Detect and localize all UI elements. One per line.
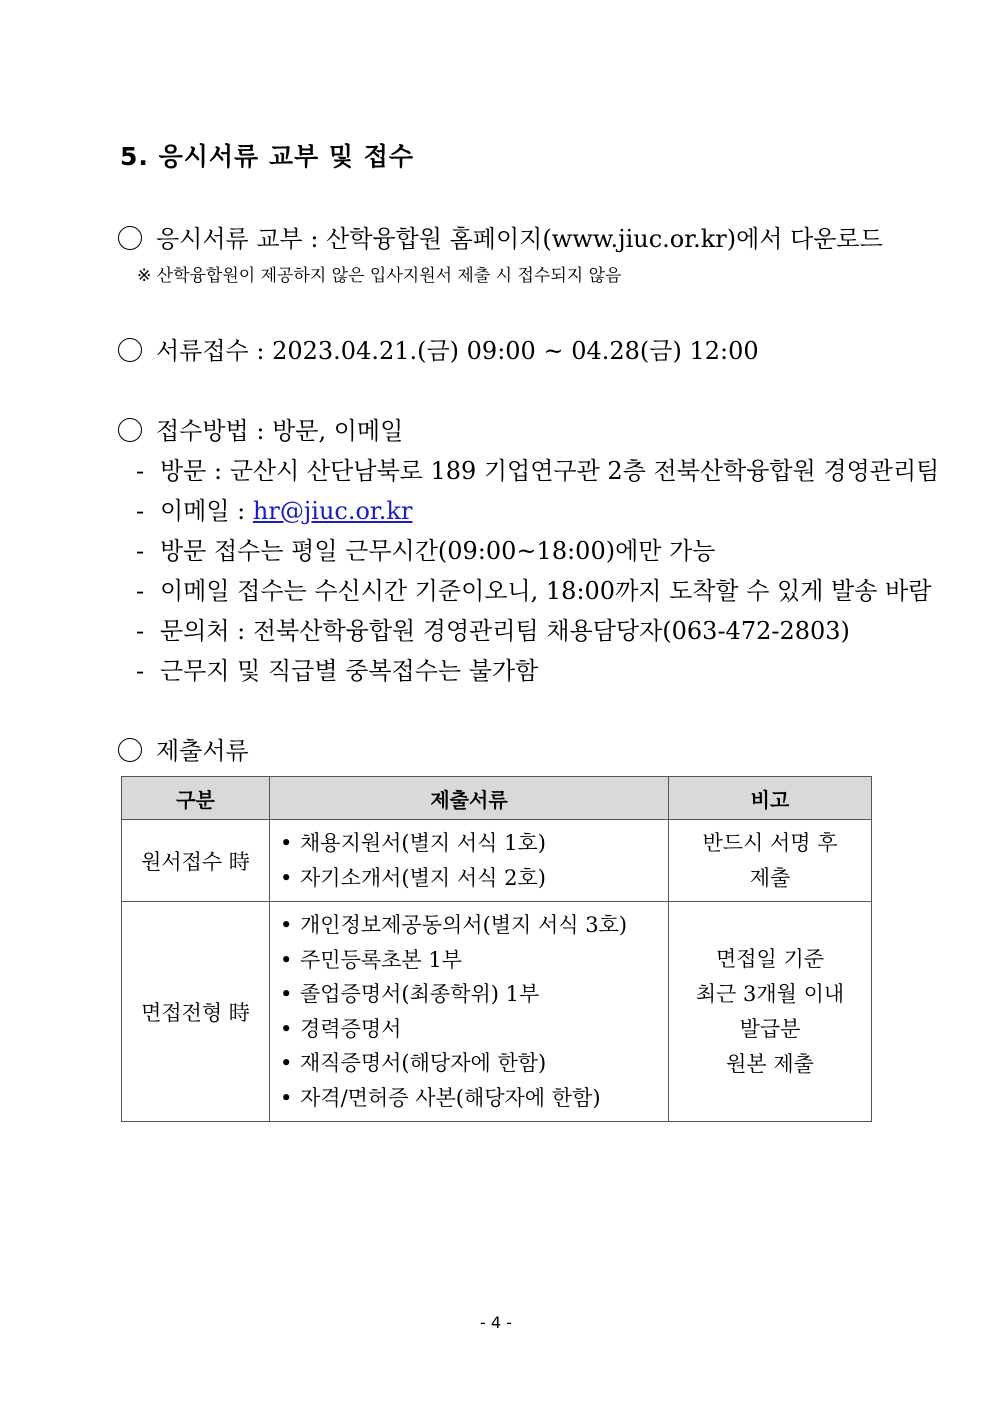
list-item: • 주민등록초본 1부 [280,943,658,978]
list-item: • 자기소개서(별지 서식 2호) [280,861,658,896]
submission-method-text: 접수방법 : 방문, 이메일 [156,417,404,445]
duplicate-item: - 근무지 및 직급별 중복접수는 불가함 [136,657,539,685]
email-link[interactable]: hr@jiuc.or.kr [252,497,413,525]
dash-bullet-icon: - [136,537,145,565]
list-item: • 경력증명서 [280,1012,658,1047]
header-category: 구분 [122,777,270,820]
list-item: • 자격/면허증 사본(해당자에 한함) [280,1081,658,1116]
bullet-dot-icon: • [280,913,293,937]
visit-hours-item: - 방문 접수는 평일 근무시간(09:00~18:00)에만 가능 [136,537,716,565]
list-item: • 개인정보제공동의서(별지 서식 3호) [280,908,658,943]
page-number: - 4 - [480,1313,512,1332]
row-items [270,902,669,1122]
circle-bullet-icon [118,418,142,442]
row-category: 면접전형 時 [122,902,270,1122]
header-remarks: 비고 [669,777,872,820]
header-documents: 제출서류 [270,777,669,820]
bullet-dot-icon: • [280,1085,293,1110]
table-row [122,820,872,902]
dash-bullet-icon: - [136,577,145,605]
bullet-dot-icon: • [280,1016,293,1041]
bullet-dot-icon: • [280,982,293,1006]
forms-note: ※ 산학융합원이 제공하지 않은 입사지원서 제출 시 접수되지 않음 [137,266,622,286]
circle-bullet-icon [118,338,142,362]
circle-bullet-icon [118,738,142,762]
documents-text: 제출서류 [156,737,249,765]
table-row [122,902,872,1122]
documents-line [118,731,249,766]
dash-bullet-icon: - [136,657,145,685]
application-forms-line [118,219,883,254]
bullet-dot-icon: • [280,947,293,972]
submission-method-line [118,411,403,446]
table-header-row [122,777,872,820]
visit-address-item: - 방문 : 군산시 산단남북로 189 기업연구관 2층 전북산학융합원 경영관리팀 [136,457,940,485]
contact-item: - 문의처 : 전북산학융합원 경영관리팀 채용담당자(063-472-2803) [136,617,850,645]
bullet-dot-icon: • [280,1051,293,1075]
documents-table [121,776,872,1122]
list-item: • 채용지원서(별지 서식 1호) [280,826,658,861]
list-item: • 재직증명서(해당자에 한함) [280,1046,658,1081]
submission-period-line [118,331,759,366]
email-item: - 이메일 : hr@jiuc.or.kr [136,497,413,525]
list-item: • 졸업증명서(최종학위) 1부 [280,977,658,1012]
dash-bullet-icon: - [136,617,145,645]
circle-bullet-icon [118,226,142,250]
bullet-dot-icon: • [280,865,293,890]
bullet-dot-icon: • [280,831,293,855]
submission-period-text: 서류접수 : 2023.04.21.(금) 09:00 ~ 04.28(금) 12:00 [156,337,759,365]
section-heading: 5. 응시서류 교부 및 접수 [120,142,415,171]
row-items [270,820,669,902]
dash-bullet-icon: - [136,457,145,485]
email-deadline-item: - 이메일 접수는 수신시간 기준이오니, 18:00까지 도착할 수 있게 발송 바람 [136,577,932,605]
dash-bullet-icon: - [136,497,145,525]
row-category: 원서접수 時 [122,820,270,902]
row-remarks: 반드시 서명 후 제출 [669,820,872,902]
application-forms-text: 응시서류 교부 : 산학융합원 홈페이지(www.jiuc.or.kr)에서 다운로드 [156,225,883,253]
row-remarks: 면접일 기준 최근 3개월 이내 발급분 원본 제출 [669,902,872,1122]
